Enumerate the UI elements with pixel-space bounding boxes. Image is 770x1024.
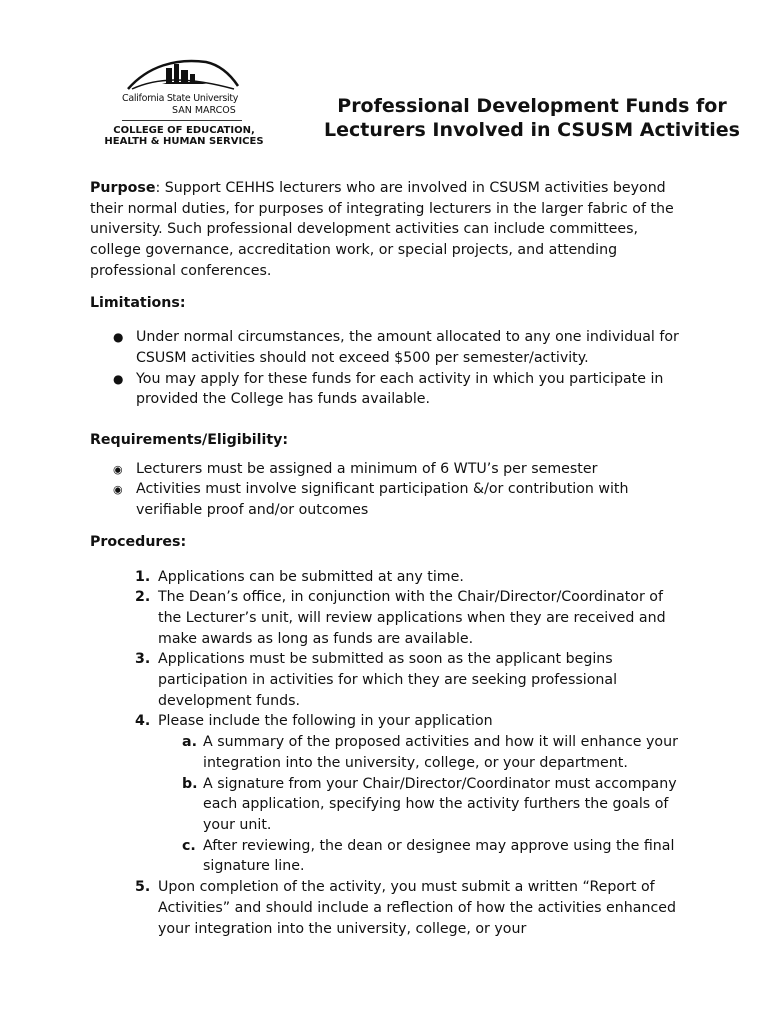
list-item: 4. Please include the following in your application a. A summary of the proposed activities and how it will enhance your integration into the university, college, or your department. b. A signature from your Chair/Director/Coordinator must accompany each application, specifying how the activity furthers the goals of your unit. c. After reviewing, the dean or designee may approve using the final signature line. (158, 711, 690, 877)
university-name: California State University (122, 93, 239, 104)
requirements-heading: Requirements/Eligibility: (90, 432, 289, 449)
list-item: a. A summary of the proposed activities and how it will enhance your integration into the university, college, or your department. (182, 734, 678, 771)
circle-bullet-icon: ◉ (113, 462, 123, 476)
campus-skyline-icon (126, 56, 240, 92)
procedures-list (90, 567, 690, 940)
requirements-list (90, 459, 690, 521)
college-name (96, 125, 272, 147)
list-item: ◉ Lecturers must be assigned a minimum of 6 WTU’s per semester (136, 459, 690, 480)
limitations-heading: Limitations: (90, 294, 186, 311)
purpose-text: : Support CEHHS lecturers who are involved in CSUSM activities beyond their normal duties, for purposes of integrating lecturers in the larger fabric of the university. Such professional development activities can include committees, college governance, accreditation work, or special projects, and attending professional conferences. (90, 180, 674, 279)
campus-name: SAN MARCOS (172, 105, 236, 116)
list-item: 5. Upon completion of the activity, you must submit a written “Report of Activities” and should include a reflection of how the activities enhanced your integration into the university, college, or your (135, 879, 676, 937)
list-item: ● You may apply for these funds for each activity in which you participate in provided the College has funds available. (113, 370, 664, 408)
circle-bullet-icon: ◉ (113, 483, 123, 497)
list-item: ● Under normal circumstances, the amount allocated to any one individual for CSUSM activities should not exceed $500 per semester/activity. (113, 329, 679, 366)
purpose-paragraph (90, 178, 690, 282)
list-item: 1. Applications can be submitted at any time. (135, 568, 464, 585)
list-item: 2. The Dean’s office, in conjunction with the Chair/Director/Coordinator of the Lecturer’s unit, will review applications when they are received and make awards as long as funds are available. (135, 589, 666, 647)
limitations-list (90, 327, 690, 410)
list-item: c. After reviewing, the dean or designee may approve using the final signature line. (182, 837, 675, 875)
list-item: ◉ Activities must involve significant participation &/or contribution with verifiable proof and/or outcomes (113, 481, 629, 519)
list-item: b. A signature from your Chair/Director/Coordinator must accompany each application, specifying how the activity furthers the goals of your unit. (182, 775, 677, 833)
logo-divider (122, 120, 242, 121)
bullet-icon: ● (113, 371, 124, 386)
bullet-icon: ● (113, 330, 124, 345)
application-contents-list (158, 732, 690, 877)
college-name-line: COLLEGE OF EDUCATION, (113, 125, 255, 136)
purpose-label: Purpose (90, 180, 156, 196)
college-name-line: HEALTH & HUMAN SERVICES (104, 136, 264, 147)
csusm-logo (96, 32, 272, 156)
document-body (90, 178, 690, 939)
document-title: Professional Development Funds for Lecturers Involved in CSUSM Activities (324, 95, 740, 141)
list-item: 3. Applications must be submitted as soon as the applicant begins participation in activities for which they are seeking professional development funds. (135, 651, 618, 709)
procedures-heading: Procedures: (90, 533, 187, 550)
